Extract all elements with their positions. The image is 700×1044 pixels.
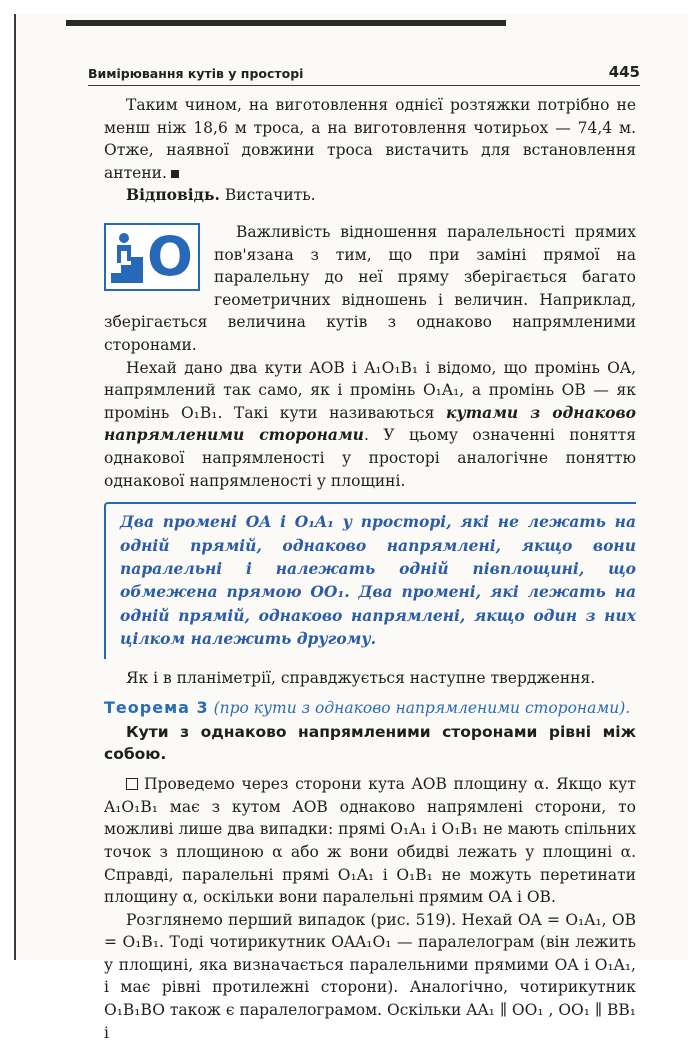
end-of-solution-mark	[171, 170, 179, 178]
proof-paragraph-2: Розглянемо перший випадок (рис. 519). Нехай OA = O₁A₁, OB = O₁B₁. Тоді чотирикутник OAA₁O₁ — паралелограм (він лежить у площині, яка визначається паралельними прямими OA і O₁A₁, і має рівні протилежні сторони). Аналогічно, чотирикутник O₁B₁BO також є паралелограмом. Оскільки AA₁ ∥ OO₁ , OO₁ ∥ BB₁ і	[104, 910, 636, 1042]
page-number: 445	[608, 63, 640, 81]
top-edge-bar	[66, 20, 506, 26]
theorem-note: (про кути з однаково напрямленими сторонами).	[213, 699, 631, 718]
book-page	[14, 14, 688, 1042]
section-title: Вимірювання кутів у просторі	[88, 66, 304, 81]
proof-start-square-icon	[126, 778, 138, 790]
definition-text: Два промені OA і O₁A₁ у просторі, які не лежать на одній прямій, однаково напрямлені, якщо вони паралельні і належать одній півплощині, що обмежена прямою OO₁. Два промені, які лежать на одній прямій, однаково напрямлені, якщо один з них цілком належить другому.	[120, 512, 636, 649]
paragraph-importance: Важливість відношення паралельності прямих пов'язана з тим, що при заміні прямої на паралельну до неї пряму зберігається багато геометричних відношень і величин. Наприклад, зберігається величина кутів з однаково напрямленими сторонами.	[104, 222, 636, 354]
theorem-heading	[104, 697, 636, 719]
answer-line	[104, 184, 636, 207]
icon-letter: O	[147, 224, 193, 288]
answer-label: Відповідь.	[126, 185, 220, 205]
paragraph-definition-intro: Нехай дано два кути AOB і A₁O₁B₁ і відомо, що промінь OA, напрямлений так само, як і промінь O₁A₁, а промінь OB — як промінь O₁B₁. Такі кути називаються кутами з однаково напрямленими сторонами. У цьому означенні поняття однакової напрямленості у просторі аналогічне поняттю однакової напрямленості у площині.	[104, 358, 636, 490]
running-header	[88, 58, 640, 86]
theorem-statement: Кути з однаково напрямленими сторонами рівні між собою.	[104, 723, 636, 764]
definition-box	[104, 502, 636, 658]
importance-block	[104, 221, 636, 357]
stair-figure-icon	[111, 231, 145, 283]
paragraph-calculation: Таким чином, на виготовлення однієї розтяжки потрібно не менш ніж 18,6 м троса, а на виготовлення чотирьох — 74,4 м. Отже, наявної довжини троса вистачить для встановлення антени.	[104, 96, 636, 182]
key-term: кутами з однаково напрямленими сторонами	[104, 402, 636, 445]
paragraph-transition: Як і в планіметрії, справджується наступне твердження.	[126, 668, 596, 687]
importance-stair-O-icon	[104, 223, 200, 291]
theorem-label: Теорема 3	[104, 698, 209, 718]
proof-paragraph-1: Проведемо через сторони кута AOB площину α. Якщо кут A₁O₁B₁ має з кутом AOB однаково напрямлені сторони, то можливі лише два випадки: прямі O₁A₁ і O₁B₁ не мають спільних точок з площиною α або ж вони обидві лежать у площині α. Справді, паралельні прямі O₁A₁ і O₁B₁ не можуть перетинати площину α, оскільки вони паралельні прямим OA і OB.	[104, 775, 636, 907]
page-content	[104, 94, 636, 1044]
answer-text: Вистачить.	[219, 186, 316, 205]
